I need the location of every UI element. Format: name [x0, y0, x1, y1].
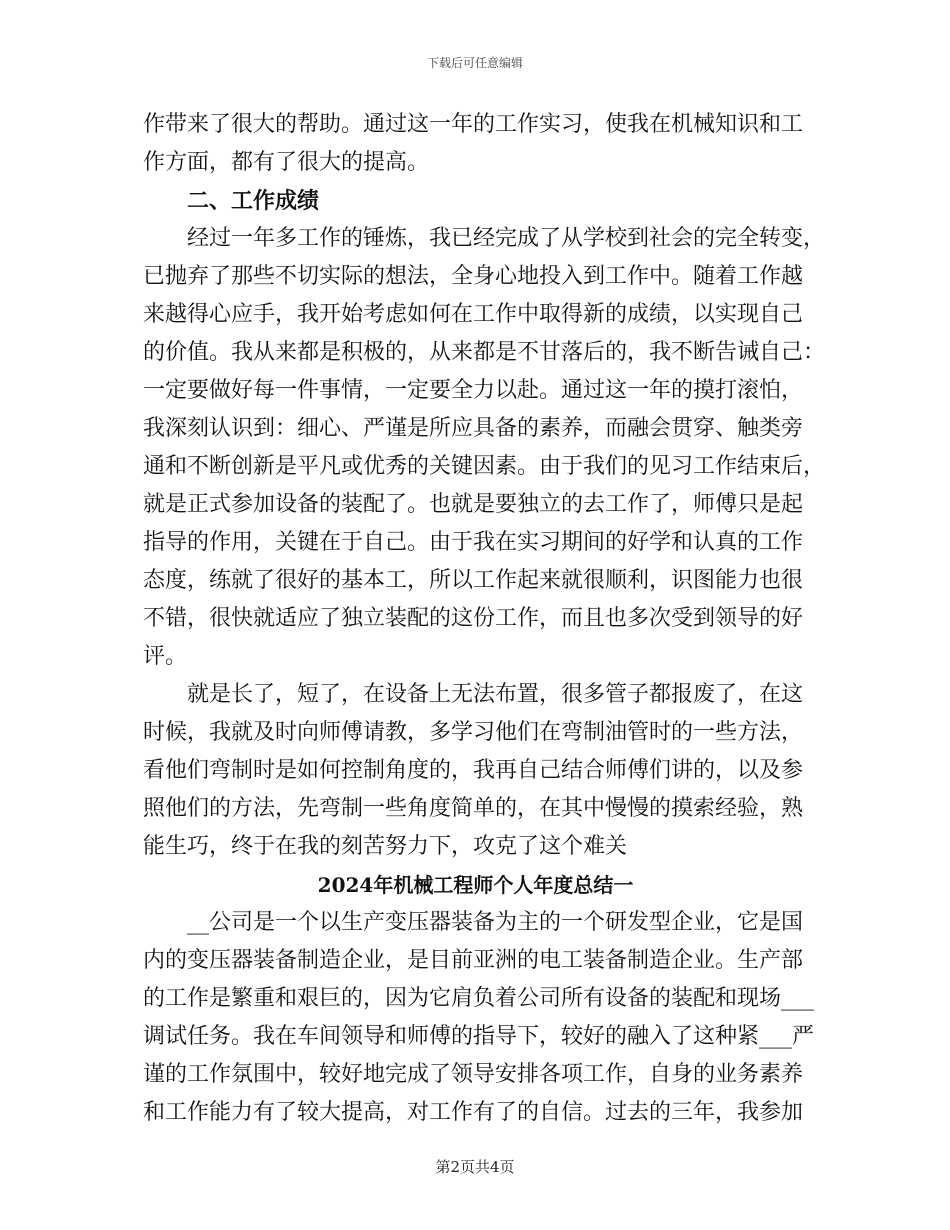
body-line: 我深刻认识到：细心、严谨是所应具备的素养，而融会贯穿、触类旁	[143, 416, 804, 441]
body-line: 来越得心应手，我开始考虑如何在工作中取得新的成绩，以实现自己	[143, 302, 804, 327]
page-number: 第2页共4页	[435, 1158, 515, 1176]
section-heading: 二、工作成绩	[187, 188, 320, 214]
body-line: 的工作是繁重和艰巨的，因为它肩负着公司所有设备的装配和现场___	[143, 986, 815, 1011]
body-line: 内的变压器装备制造企业，是目前亚洲的电工装备制造企业。生产部	[143, 948, 804, 973]
body-line: 作带来了很大的帮助。通过这一年的工作实习，使我在机械知识和工	[143, 112, 804, 137]
paragraph-start-line: 经过一年多工作的锤炼，我已经完成了从学校到社会的完全转变，	[187, 226, 826, 251]
body-line: 的价值。我从来都是积极的，从来都是不甘落后的，我不断告诫自己：	[143, 340, 826, 365]
page-header: 下载后可任意编辑	[426, 56, 523, 70]
paragraph-start-line: 就是长了，短了，在设备上无法布置，很多管子都报废了，在这	[187, 682, 804, 707]
body-line: 通和不断创新是平凡或优秀的关键因素。由于我们的见习工作结束后，	[143, 454, 826, 479]
body-line: 看他们弯制时是如何控制角度的，我再自己结合师傅们讲的，以及参	[143, 758, 804, 783]
body-line: 能生巧，终于在我的刻苦努力下，攻克了这个难关	[143, 834, 628, 859]
document-title: 2024年机械工程师个人年度总结一	[317, 873, 634, 897]
body-line: 照他们的方法，先弯制一些角度简单的，在其中慢慢的摸索经验，熟	[143, 796, 804, 821]
body-line: 就是正式参加设备的装配了。也就是要独立的去工作了，师傅只是起	[143, 492, 804, 517]
body-line: 谨的工作氛围中，较好地完成了领导安排各项工作，自身的业务素养	[143, 1062, 804, 1087]
paragraph-start-line: __公司是一个以生产变压器装备为主的一个研发型企业，它是国	[187, 910, 804, 935]
body-line: 指导的作用，关键在于自己。由于我在实习期间的好学和认真的工作	[143, 530, 804, 555]
body-line: 态度，练就了很好的基本工，所以工作起来就很顺利，识图能力也很	[143, 568, 804, 593]
body-line: 作方面，都有了很大的提高。	[143, 150, 430, 175]
body-line: 时候，我就及时向师傅请教，多学习他们在弯制油管时的一些方法，	[143, 720, 804, 745]
body-line: 已抛弃了那些不切实际的想法，全身心地投入到工作中。随着工作越	[143, 264, 804, 289]
body-line: 和工作能力有了较大提高，对工作有了的自信。过去的三年，我参加	[143, 1100, 804, 1125]
document-body	[143, 106, 826, 1132]
body-line: 调试任务。我在车间领导和师傅的指导下，较好的融入了这种紧___严	[143, 1024, 815, 1049]
body-line: 一定要做好每一件事情，一定要全力以赴。通过这一年的摸打滚怕，	[143, 378, 804, 403]
body-line: 评。	[143, 644, 188, 669]
body-line: 不错，很快就适应了独立装配的这份工作，而且也多次受到领导的好	[143, 606, 804, 631]
